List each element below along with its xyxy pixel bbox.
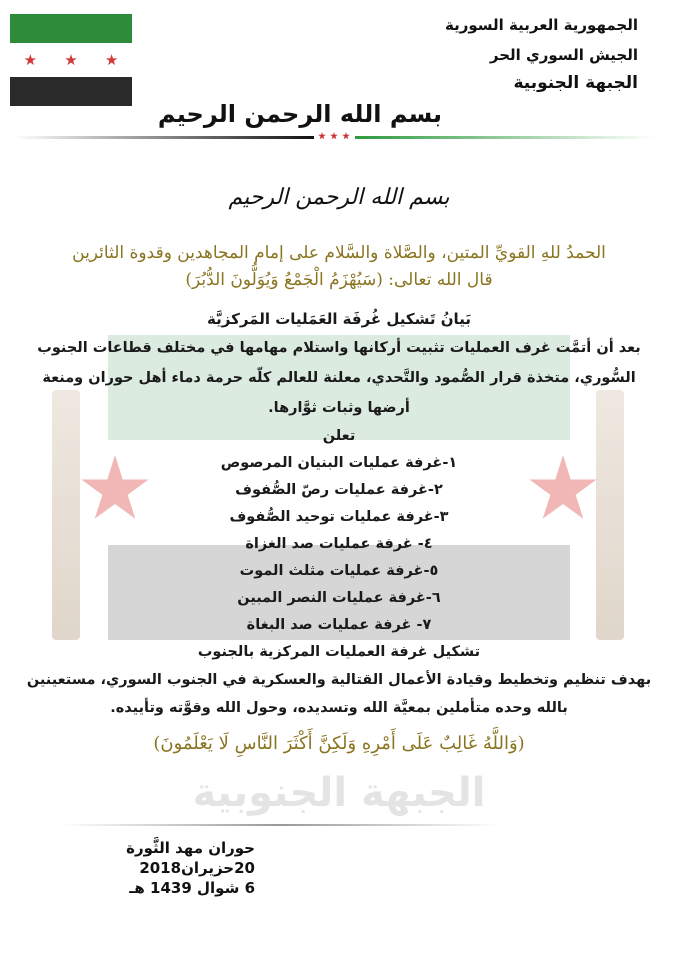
watermark-text: الجبهة الجنوبية <box>192 770 486 816</box>
star-icon: ★ <box>64 51 78 70</box>
paragraph-line: بعد أن أتمَّت غرف العمليات تثبيت أركانها واستلام مهامها في مختلف قطاعات الجنوب <box>37 340 641 356</box>
header-front: الجبهة الجنوبية <box>513 73 638 93</box>
statement-title: بَيانُ تَشكيل غُرفَة العَمَليات المَركزيَّة <box>207 310 471 328</box>
purpose-line: بالله وحده متأملين بمعيَّة الله وتسديده، وحول الله وقوَّته وتأييده. <box>110 700 568 716</box>
footer-date-hijri: 6 شوال 1439 هـ <box>129 879 255 897</box>
header-basmala: بسم الله الرحمن الرحيم <box>157 100 443 128</box>
closing-verse: (وَاللَّهُ غَالِبٌ عَلَى أَمْرِهِ وَلَكِنَّ أَكْثَرَ النَّاسِ لَا يَعْلَمُونَ) <box>153 733 525 754</box>
footer-date-gregorian: 20حزيران2018 <box>139 859 255 877</box>
header-army: الجيش السوري الحر <box>489 46 638 64</box>
header-republic: الجمهورية العربية السورية <box>445 16 638 34</box>
paragraph-line: أرضها وثبات ثوَّارها. <box>268 400 410 416</box>
calligraphy-basmala: بسم الله الرحمن الرحيم <box>228 185 450 210</box>
footer-place: حوران مهد الثَّورة <box>126 839 255 857</box>
star-icon: ★ <box>23 51 38 70</box>
announce-heading: تعلن <box>322 428 356 444</box>
room-item: ٣-غرفة عمليات توحيد الصُّفوف <box>229 509 449 525</box>
formation-heading: تشكيل غرفة العمليات المركزية بالجنوب <box>197 644 481 660</box>
footer-divider <box>60 824 500 826</box>
purpose-line: بهدف تنظيم وتخطيط وقيادة الأعمال القتالية والعسكرية في الجنوب السوري، مستعينين <box>26 672 652 688</box>
room-item: ٤- غرفة عمليات صد الغزاة <box>245 536 433 552</box>
intro-verse: قال الله تعالى: (سَيُهْزَمُ الْجَمْعُ وَيُوَلُّونَ الدُّبُرَ) <box>185 270 493 290</box>
intro-praise: الحمدُ للهِ القويِّ المتين، والصَّلاة والسَّلام على إمام المجاهدين وقدوة الثائرين <box>72 243 606 263</box>
room-item: ٥-غرفة عمليات مثلث الموت <box>239 563 439 579</box>
room-item: ٢-غرفة عمليات رصّ الصُّفوف <box>235 482 443 498</box>
star-icon: ★ <box>104 51 119 70</box>
room-item: ٧- غرفة عمليات صد البغاة <box>246 617 432 633</box>
room-item: ٦-غرفة عمليات النصر المبين <box>237 590 441 606</box>
room-item: ١-غرفة عمليات البنيان المرصوص <box>220 455 458 471</box>
paragraph-line: السُّوري، متخذة قرار الصُّمود والتَّحدي، معلنة للعالم كلّه حرمة دماء أهل حوران ومنعة <box>42 370 636 386</box>
